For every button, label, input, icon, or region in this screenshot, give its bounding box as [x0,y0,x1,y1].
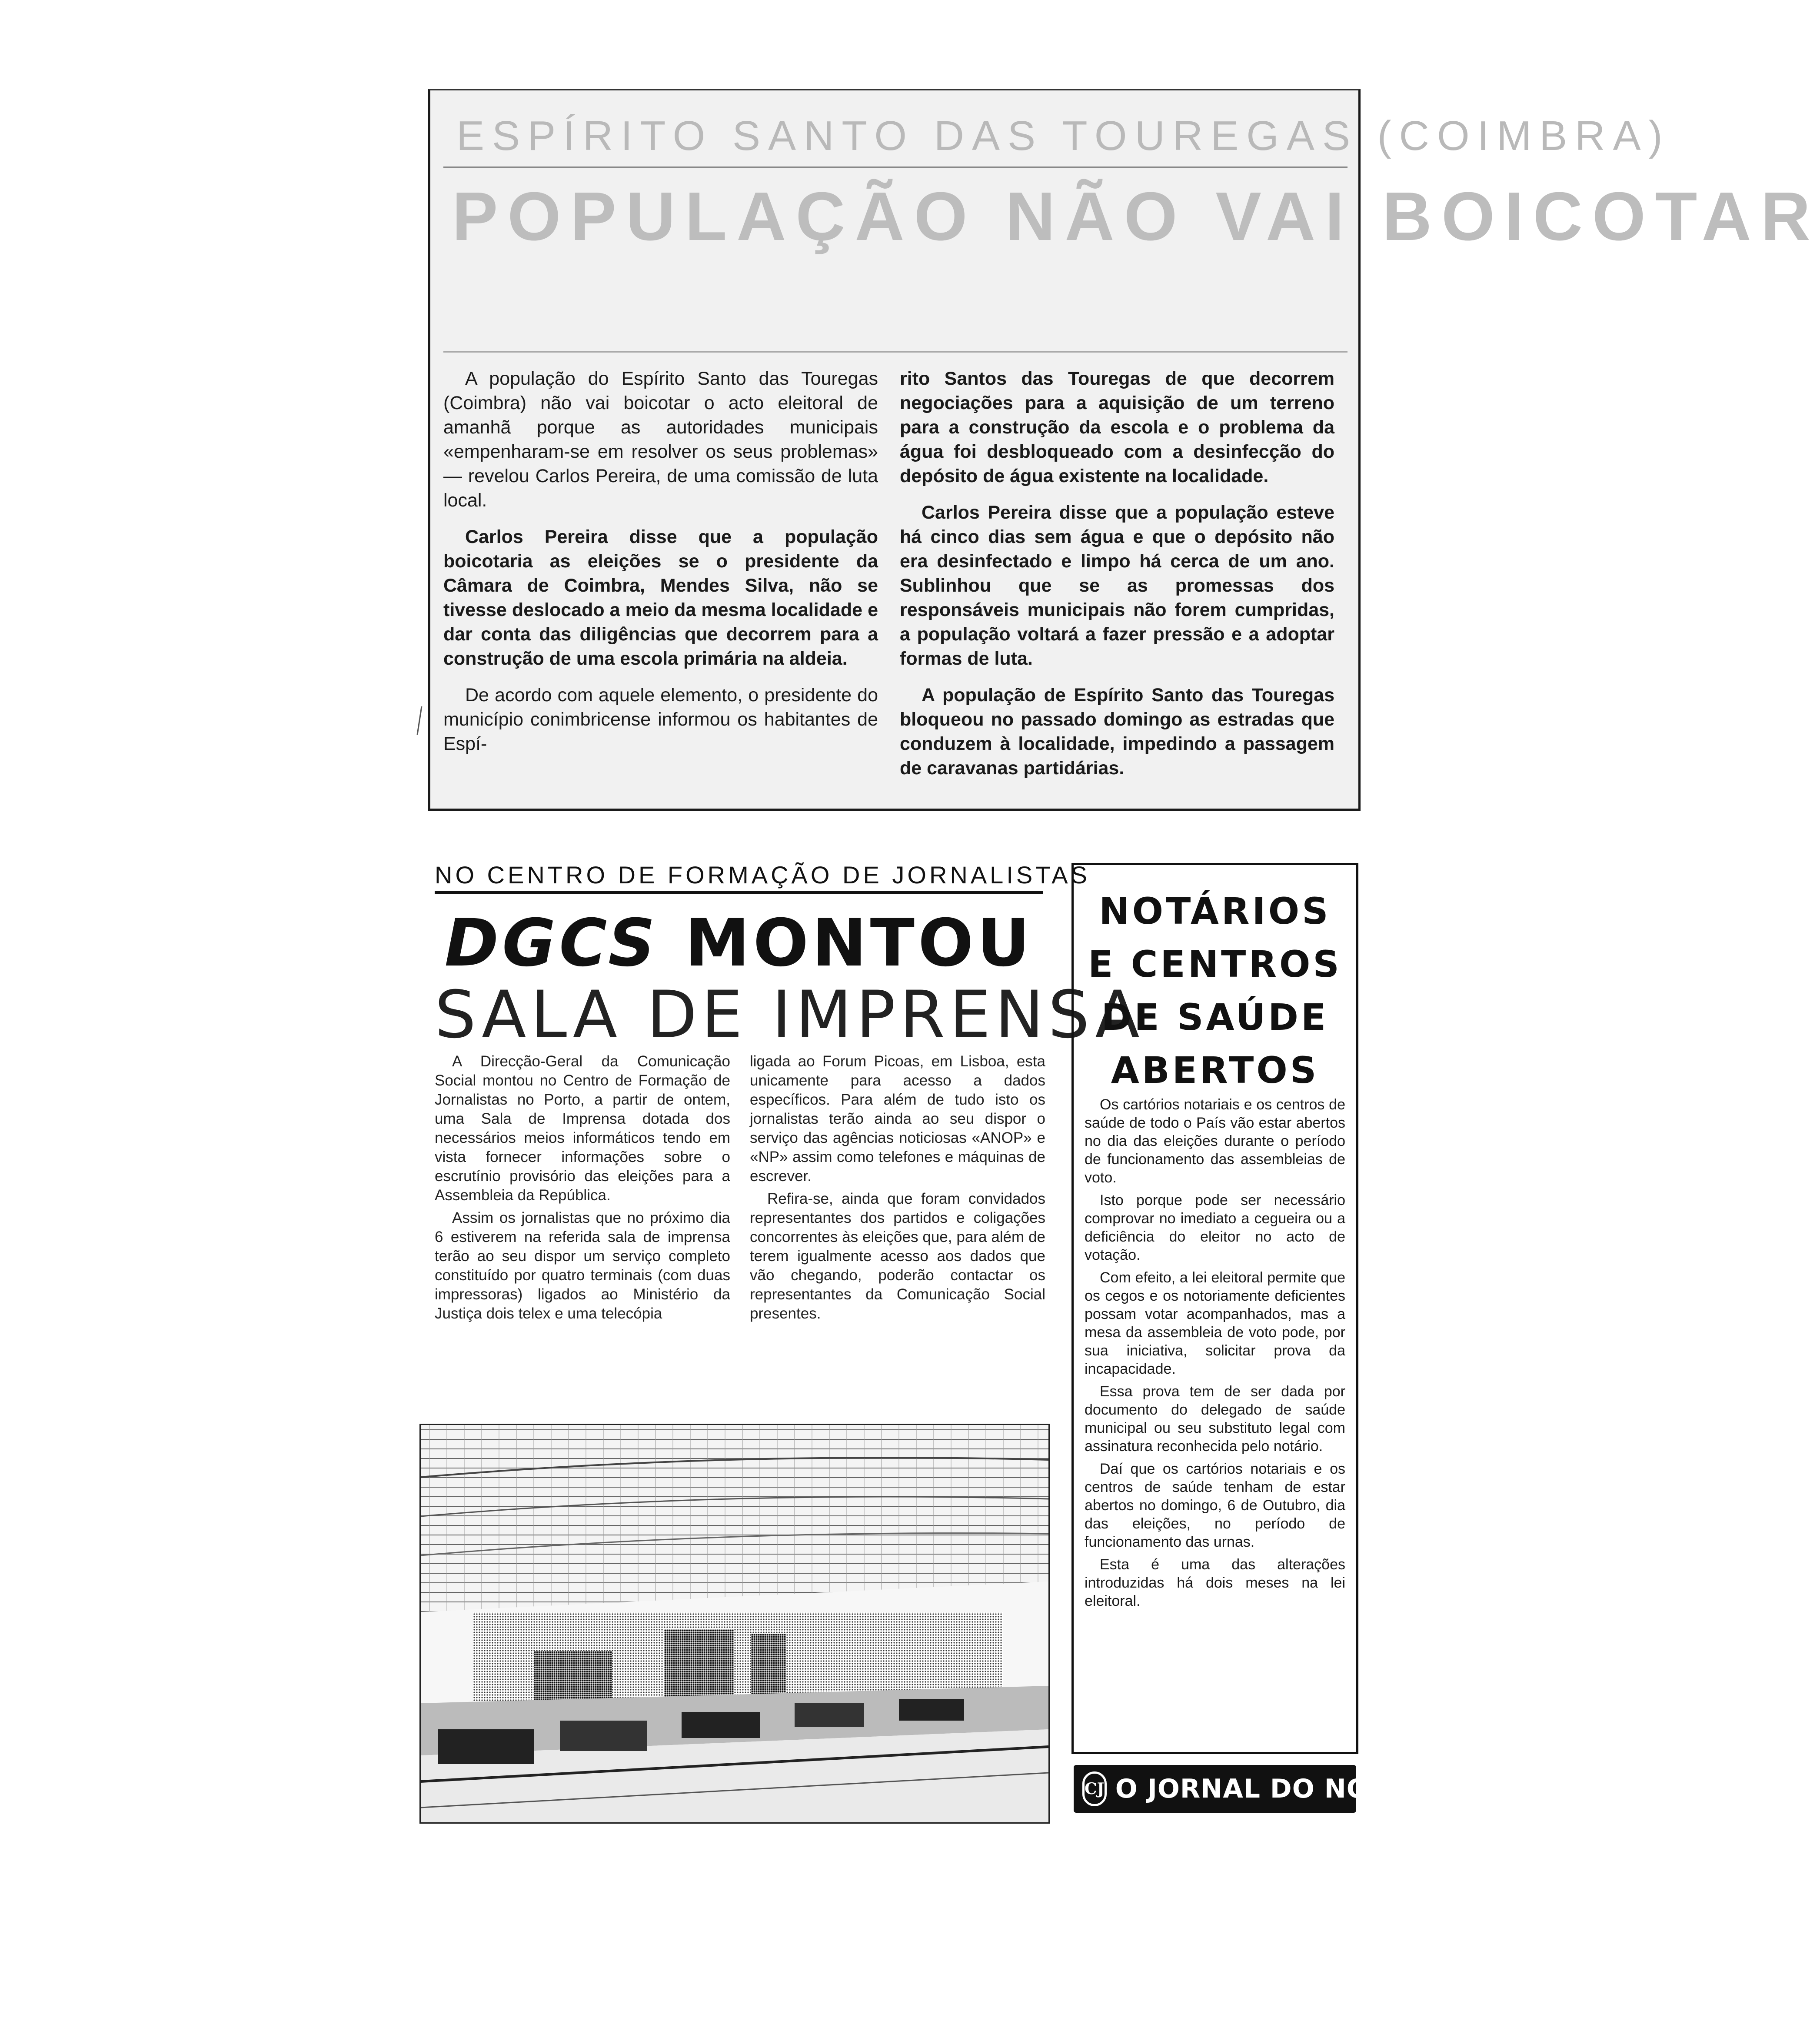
top-article-column-1 [443,366,878,768]
headline-line: ABERTOS [1111,1049,1319,1092]
paragraph: Com efeito, a lei eleitoral permite que os cegos e os notoriamente deficientes possam votar acompanhados, mas a mesa da assembleia de voto pode, por sua iniciativa, solicitar prova da incapacidade. [1085,1269,1345,1377]
top-article-headline: POPULAÇÃO NÃO VAI BOICOTAR [452,178,1820,255]
paragraph: rito Santos das Touregas de que decorrem negociações para a aquisição de um terreno para a construção da escola e o problema da água foi desbloqueado com a desinfecção do depósito de água existente na localidade. [900,368,1334,486]
press-room-photo [419,1424,1050,1824]
sidebar-article-body [1085,1095,1345,1615]
scan-mark-icon [413,704,430,739]
headline-line: DE SAÚDE [1101,996,1329,1039]
paragraph: Isto porque pode ser necessário comprovar no imediato a cegueira ou a deficiência do eleitor no acto de votação. [1085,1192,1345,1263]
headline-verb: MONTOU [685,906,1034,981]
mid-article-kicker: NO CENTRO DE FORMAÇÃO DE JORNALISTAS [435,861,1043,894]
paragraph: A população de Espírito Santo das Touregas bloqueou no passado domingo as estradas que conduzem à localidade, impedindo a passagem de caravanas partidárias. [900,685,1334,779]
paragraph: ligada ao Forum Picoas, em Lisboa, esta unicamente para acesso a dados específicos. Para além de tudo isto os jornalistas terão ainda ao seu dispor o serviço das agências noticiosas «ANOP» e «NP» assim como telefones e máquinas de escrever. [750,1053,1045,1185]
mid-article-column-1 [435,1052,730,1327]
paragraph: Refira-se, ainda que foram convidados representantes dos partidos e coligações concorrentes às eleições que, para além de terem igualmente acesso aos dados que vão chegando, poderão contactar os representantes da Comunicação Social presentes. [750,1190,1045,1322]
paragraph: Carlos Pereira disse que a população boicotaria as eleições se o presidente da Câmara de Coimbra, Mendes Silva, não se tivesse deslocado a meio da mesma localidade e dar conta das diligências que decorrem para a construção de uma escola primária na aldeia. [443,526,878,669]
top-article-column-2 [900,366,1334,792]
paragraph: A Direcção-Geral da Comunicação Social montou no Centro de Formação de Jornalistas no Porto, a partir de ontem, uma Sala de Imprensa dotada dos necessários meios informáticos tendo em vista fornecer informações sobre o escrutínio provisório das eleições para a Assembleia da República. [435,1053,730,1204]
scan-mark [413,704,430,739]
paragraph: Esta é uma das alterações introduzidas há dois meses na lei eleitoral. [1085,1556,1345,1609]
paragraph: Carlos Pereira disse que a população esteve há cinco dias sem água e que o depósito não era desinfectado e limpo há cerca de um ano. Sublinhou que se as promessas dos responsáveis municipais não forem cumpridas, a população voltará a fazer pressão e a adoptar formas de luta. [900,502,1334,669]
paragraph: Essa prova tem de ser dada por documento do delegado de saúde municipal ou seu substituto legal com assinatura reconhecida pelo notário. [1085,1383,1345,1455]
paragraph: De acordo com aquele elemento, o presidente do município conimbricense informou os habitantes de Espí- [443,685,878,754]
mid-article-headline [435,906,1043,981]
logo-emblem-icon: CJ [1082,1771,1107,1806]
paragraph: A população do Espírito Santo das Touregas (Coimbra) não vai boicotar o acto eleitoral de amanhã porque as autoridades municipais «empenharam-se em resolver os seus problemas» — revelou Carlos Pereira, de uma comissão de luta local. [443,368,878,511]
newspaper-logo [1074,1765,1425,1813]
mid-article-column-2 [750,1052,1045,1327]
mid-article-headline-line2: SALA DE IMPRENSA [435,977,1144,1053]
top-article-kicker: ESPÍRITO SANTO DAS TOUREGAS (COIMBRA) [456,113,1670,159]
divider [443,351,1348,353]
paragraph: Assim os jornalistas que no próximo dia 6 estiverem na referida sala de imprensa terão ao seu dispor um serviço completo constituído por quatro terminais (com duas impressoras) ligados ao Ministério da Justiça dois telex e uma telecópia [435,1209,730,1322]
logo-text: O JORNAL DO NORTE [1115,1774,1425,1804]
headline-line: E CENTROS [1088,943,1342,986]
headline-line: NOTÁRIOS [1099,890,1331,932]
top-article [428,89,1820,811]
divider [443,166,1348,168]
photo-image [421,1425,1048,1822]
sidebar-article [1071,863,1358,1754]
sidebar-article-headline [1074,885,1356,1097]
headline-acronym: DGCS [444,906,659,981]
paragraph: Daí que os cartórios notariais e os centros de saúde tenham de estar abertos no domingo, 6 de Outubro, dia das eleições, no período de funcionamento das urnas. [1085,1461,1345,1550]
paragraph: Os cartórios notariais e os centros de saúde de todo o País vão estar abertos no dia das eleições durante o período de funcionamento das assembleias de voto. [1085,1096,1345,1186]
